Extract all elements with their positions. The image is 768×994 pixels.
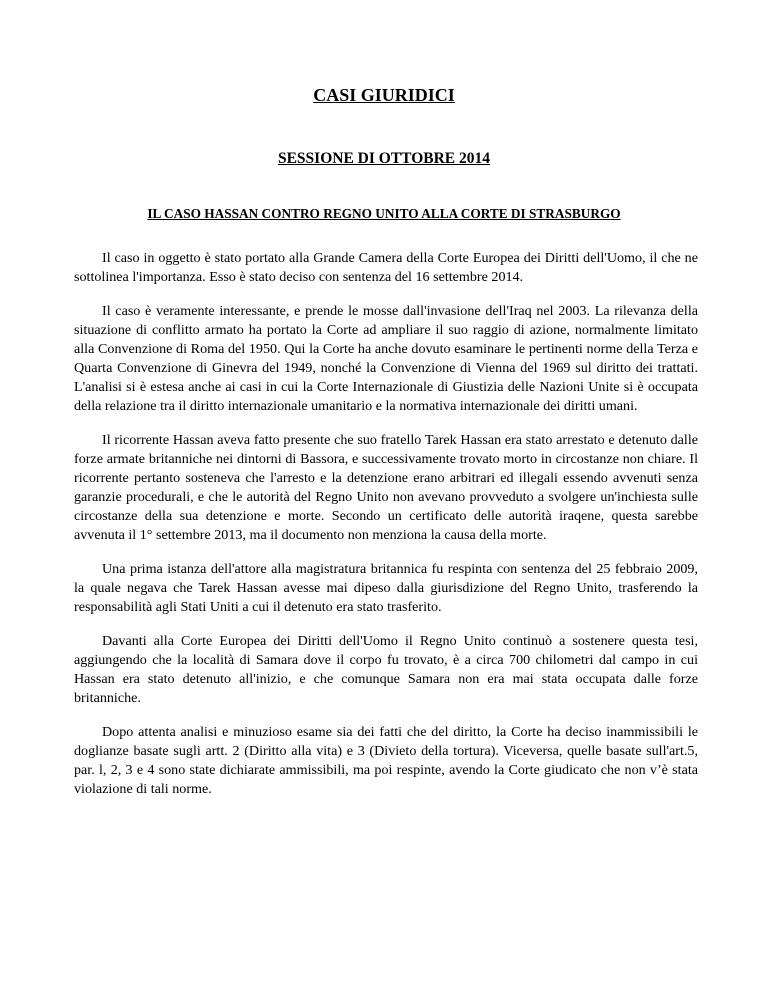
- session-heading: SESSIONE DI OTTOBRE 2014: [277, 150, 491, 167]
- paragraph-3: Il ricorrente Hassan aveva fatto presente che suo fratello Tarek Hassan era stato arrestato e detenuto dalle forze armate britanniche nei dintorni di Bassora, e successivamente trovato morto in circostanze non chiare. Il ricorrente pertanto sosteneva che l'arresto e la detenzione erano arbitrari ed illegali essendo avvenuti senza garanzie procedurali, e che le autorità del Regno Unito non avevano provveduto a svolgere un'inchiesta sulle circostanze della sua detenzione e morte. Secondo un certificato delle autorità iraqene, questa sarebbe avvenuta il 1° settembre 2013, ma il documento non menziona la causa della morte.: [74, 432, 698, 543]
- paragraph-1: Il caso in oggetto è stato portato alla Grande Camera della Corte Europea dei Diritti dell'Uomo, il che ne sottolinea l'importanza. Esso è stato deciso con sentenza del 16 settembre 2014.: [74, 250, 698, 285]
- paragraph-2: Il caso è veramente interessante, e prende le mosse dall'invasione dell'Iraq nel 2003. La rilevanza della situazione di conflitto armato ha portato la Corte ad ampliare il suo raggio di azione, normalmente limitato alla Convenzione di Roma del 1950. Qui la Corte ha anche dovuto esaminare le pertinenti norme della Terza e Quarta Convenzione di Ginevra del 1949, nonché la Convenzione di Vienna del 1969 sul diritto dei trattati. L'analisi si è estesa anche ai casi in cui la Corte Internazionale di Giustizia delle Nazioni Unite si è occupata della relazione tra il diritto internazionale umanitario e la normativa internazionale dei diritti umani.: [74, 303, 698, 414]
- paragraph-4: Una prima istanza dell'attore alla magistratura britannica fu respinta con sentenza del 25 febbraio 2009, la quale negava che Tarek Hassan avesse mai dipeso dalla giurisdizione del Regno Unito, trasferendo la responsabilità agli Stati Uniti a cui il detenuto era stato trasferito.: [74, 561, 698, 615]
- case-title: IL CASO HASSAN CONTRO REGNO UNITO ALLA CORTE DI STRASBURGO: [147, 206, 621, 221]
- paragraph-6: Dopo attenta analisi e minuzioso esame sia dei fatti che del diritto, la Corte ha deciso inammissibili le doglianze basate sugli artt. 2 (Diritto alla vita) e 3 (Divieto della tortura). Viceversa, quelle basate sull'art.5, par. l, 2, 3 e 4 sono state dichiarate ammissibili, ma poi respinte, avendo la Corte giudicato che non v’è stata violazione di tali norme.: [74, 724, 698, 797]
- paragraph-5: Davanti alla Corte Europea dei Diritti dell'Uomo il Regno Unito continuò a sostenere questa tesi, aggiungendo che la località di Samara dove il corpo fu trovato, è a circa 700 chilometri dal campo in cui Hassan era stato detenuto all'inizio, e che comunque Samara non era mai stata occupata dalle forze britanniche.: [74, 633, 698, 706]
- document-body: [74, 249, 698, 814]
- document-title: CASI GIURIDICI: [313, 85, 455, 105]
